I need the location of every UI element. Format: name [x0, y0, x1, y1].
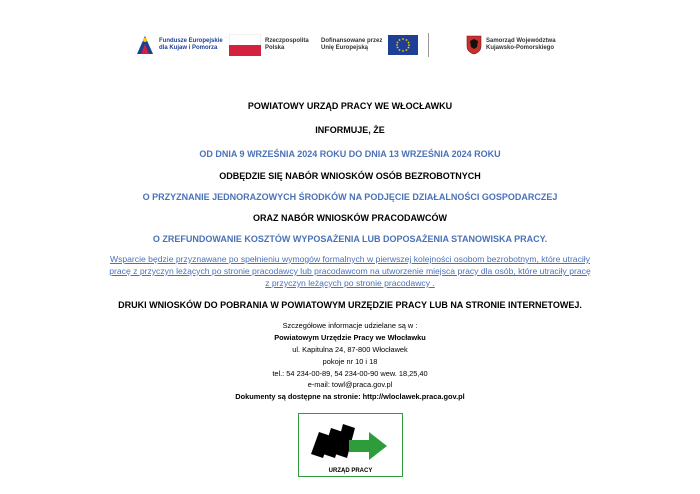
contact-phone: tel.: 54 234-00-89, 54 234-00-90 wew. 18,25,40: [272, 369, 428, 378]
download-note: DRUKI WNIOSKÓW DO POBRANIA W POWIATOWYM URZĘDZIE PRACY LUB NA STRONIE INTERNETOWEJ.: [118, 300, 582, 310]
coat-of-arms-icon: [466, 35, 482, 55]
logo-divider: [428, 33, 429, 57]
contact-rooms: pokoje nr 10 i 18: [322, 357, 378, 366]
sw-logo: [466, 28, 556, 62]
fe-logo-text: Fundusze Europejskie dla Kujaw i Pomorza: [159, 38, 223, 51]
logo-strip: [0, 28, 700, 62]
fe-emblem-icon: [135, 34, 155, 56]
polish-flag-icon: [229, 34, 261, 56]
urzad-pracy-logo: [298, 413, 403, 477]
eu-logo-text: Dofinansowane przez Unię Europejską: [321, 38, 383, 51]
contact-office-name: Powiatowym Urzędzie Pracy we Włocławku: [274, 333, 426, 342]
office-heading: POWIATOWY URZĄD PRACY WE WŁOCŁAWKU: [247, 101, 453, 111]
unemployed-recruitment-heading: ODBĘDZIE SIĘ NABÓR WNIOSKÓW OSÓB BEZROBOTNYCH: [219, 171, 481, 181]
dates-heading: OD DNIA 9 WRZEŚNIA 2024 ROKU DO DNIA 13 WRZEŚNIA 2024 ROKU: [199, 149, 501, 159]
sw-logo-text: Samorząd Województwa Kujawsko-Pomorskiego: [486, 38, 556, 51]
eu-logo: [321, 28, 429, 62]
urzad-pracy-emblem-icon: [299, 414, 402, 464]
rp-logo-text: Rzeczpospolita Polska: [265, 38, 309, 51]
contact-email[interactable]: e-mail: towl@praca.gov.pl: [307, 380, 393, 389]
contact-address: ul. Kapitulna 24, 87-800 Włocławek: [292, 345, 408, 354]
rp-logo: [229, 28, 309, 62]
refund-heading: O ZREFUNDOWANIE KOSZTÓW WYPOSAŻENIA LUB DOPOSAŻENIA STANOWISKA PRACY.: [152, 234, 548, 244]
one-time-funds-heading: O PRZYZNANIE JEDNORAZOWYCH ŚRODKÓW NA PODJĘCIE DZIAŁALNOŚCI GOSPODARCZEJ: [142, 192, 558, 202]
contact-docs-link[interactable]: Dokumenty są dostępne na stronie: http://wloclawek.praca.gov.pl: [235, 392, 465, 401]
urzad-pracy-logo-text: URZĄD PRACY: [328, 468, 373, 474]
support-note-line-2: pracę z przyczyn leżących po stronie pracodawcy lub pracodawcom na utworzenie miejsca pracy dla osób, które utraciły pracę: [109, 266, 591, 276]
employers-recruitment-heading: ORAZ NABÓR WNIOSKÓW PRACODAWCÓW: [253, 213, 447, 223]
contact-intro: Szczegółowe informacje udzielane są w :: [282, 321, 418, 330]
support-note-line-3: z przyczyn leżących po stronie pracodawcy .: [265, 278, 435, 288]
fe-logo: [135, 28, 223, 62]
support-note-line-1: Wsparcie będzie przyznawane po spełnieniu wymogów formalnych w pierwszej kolejności osobom bezrobotnym, które utraciły: [109, 254, 591, 264]
eu-flag-icon: [388, 35, 418, 55]
informs-heading: INFORMUJE, ŻE: [315, 125, 385, 135]
